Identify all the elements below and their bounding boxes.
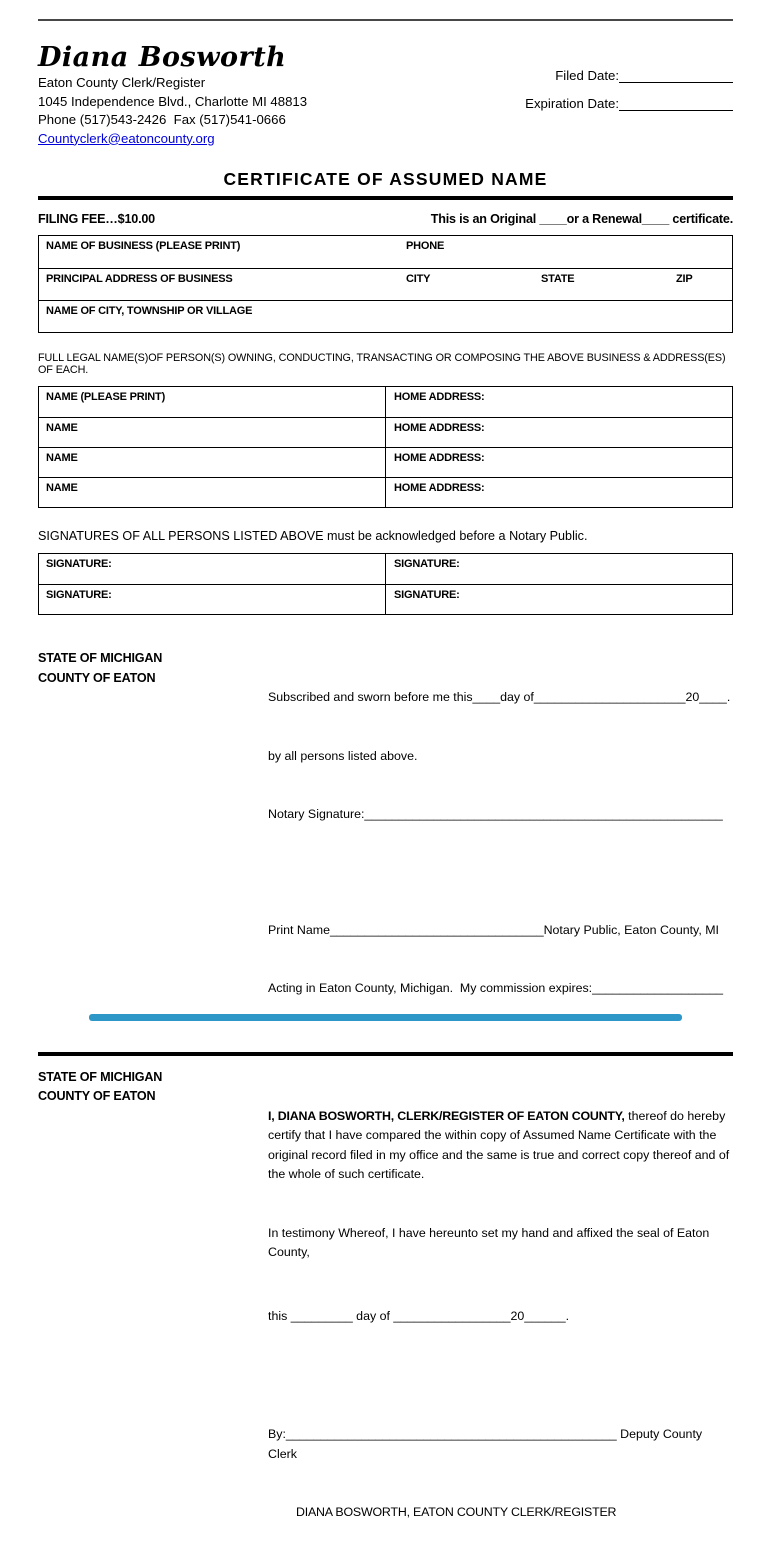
certification-section (38, 1068, 733, 1366)
testimony-line: In testimony Whereof, I have hereunto set my hand and affixed the seal of Eaton County, (268, 1225, 713, 1259)
persons-line: by all persons listed above. (268, 748, 418, 763)
owner-name-label: NAME (PLEASE PRINT) (39, 387, 386, 417)
letterhead-right (525, 55, 733, 148)
notary-body (268, 649, 733, 1038)
letterhead-left (38, 42, 307, 148)
signatures-table (38, 553, 733, 615)
owners-table (38, 386, 733, 508)
owner-name-label: NAME (39, 418, 386, 447)
by-line: By:________________________________________________ Deputy County Clerk (268, 1427, 706, 1461)
signature-label: SIGNATURE: (39, 554, 386, 584)
commission-line: Acting in Eaton County, Michigan. My commission expires:___________________ (268, 981, 724, 995)
section-divider-rule (38, 1052, 733, 1056)
print-name-line: Print Name_______________________________Notary Public, Eaton County, MI (268, 922, 719, 937)
table-row (39, 584, 732, 614)
certify-paragraph (268, 1107, 733, 1185)
bottom-accent-bar (89, 1014, 682, 1021)
signatures-intro-text: SIGNATURES OF ALL PERSONS LISTED ABOVE must be acknowledged before a Notary Public. (38, 529, 588, 543)
home-address-label: HOME ADDRESS: (394, 482, 485, 494)
sworn-line: Subscribed and sworn before me this____day of______________________20____. (268, 690, 731, 704)
state-label: STATE (541, 273, 575, 285)
table-row (39, 236, 732, 268)
original-renewal-label: This is an Original ____or a Renewal____ certificate. (430, 212, 733, 226)
signature-label: SIGNATURE: (394, 589, 460, 601)
phone-label: PHONE (406, 240, 445, 252)
certify-date-line: this _________ day of _________________20______. (268, 1308, 570, 1323)
notary-jurisdiction (38, 649, 268, 1038)
home-address-label: HOME ADDRESS: (394, 452, 485, 464)
table-row (39, 300, 732, 332)
table-row (39, 268, 732, 300)
phone-fax-line: Phone (517)543-2426 Fax (517)541-0666 (38, 112, 286, 127)
table-row (39, 387, 732, 417)
county-label: COUNTY OF EATON (38, 670, 156, 685)
deputy-clerk-block (268, 1386, 733, 1562)
table-row (39, 554, 732, 584)
state-label: STATE OF MICHIGAN (38, 1069, 163, 1084)
table-row (39, 447, 732, 477)
business-info-table (38, 235, 733, 333)
signature-label: SIGNATURE: (394, 558, 460, 570)
filing-fee-label: FILING FEE…$10.00 (38, 212, 155, 226)
expiration-date-label: Expiration Date: (525, 96, 619, 111)
spacer (268, 864, 733, 882)
signature-label: SIGNATURE: (39, 585, 386, 614)
office-line: Eaton County Clerk/Register (38, 75, 206, 90)
certify-lead: I, DIANA BOSWORTH, CLERK/REGISTER OF EATON COUNTY, (268, 1108, 625, 1123)
clerk-email-link[interactable]: Countyclerk@eatoncounty.org (38, 130, 215, 146)
owner-name-label: NAME (39, 448, 386, 477)
fee-row (38, 212, 733, 226)
owners-intro-text: FULL LEGAL NAME(S)OF PERSON(S) OWNING, CONDUCTING, TRANSACTING OR COMPOSING THE ABOVE BUSINESS & ADDRESS(ES) OF EACH. (38, 352, 726, 376)
principal-address-label: PRINCIPAL ADDRESS OF BUSINESS (46, 273, 233, 285)
certify-jurisdiction (38, 1068, 268, 1366)
owner-name-label: NAME (39, 478, 386, 507)
form-title: CERTIFICATE OF ASSUMED NAME (223, 169, 548, 189)
clerk-footer-name: DIANA BOSWORTH, EATON COUNTY CLERK/REGISTER (296, 1505, 617, 1519)
clerk-name: Diana Bosworth (38, 42, 287, 73)
city-township-label: NAME OF CITY, TOWNSHIP OR VILLAGE (46, 305, 253, 317)
letterhead (38, 42, 733, 148)
notary-section (38, 649, 733, 1038)
expiration-date-blank (619, 96, 733, 111)
certify-body (268, 1068, 733, 1366)
top-border-line (38, 19, 733, 21)
certify-text: thereof do hereby certify that I have compared the within copy of Assumed Name Certificate with the original record filed in my office and the same is true and correct copy thereof and of the whole of such certificate. (268, 1108, 730, 1181)
address-line: 1045 Independence Blvd., Charlotte MI 48813 (38, 93, 308, 109)
business-name-label: NAME OF BUSINESS (PLEASE PRINT) (46, 240, 241, 252)
zip-label: ZIP (676, 273, 693, 285)
filed-date-blank (619, 68, 733, 83)
state-label: STATE OF MICHIGAN (38, 651, 163, 665)
table-row (39, 417, 732, 447)
table-row (39, 477, 732, 507)
city-label: CITY (406, 273, 431, 285)
county-label: COUNTY OF EATON (38, 1089, 156, 1103)
home-address-label: HOME ADDRESS: (394, 422, 485, 434)
title-rule (38, 196, 733, 200)
filed-date-label: Filed Date: (555, 68, 619, 83)
home-address-label: HOME ADDRESS: (394, 391, 485, 403)
notary-signature-line: Notary Signature:____________________________________________________ (268, 807, 723, 821)
